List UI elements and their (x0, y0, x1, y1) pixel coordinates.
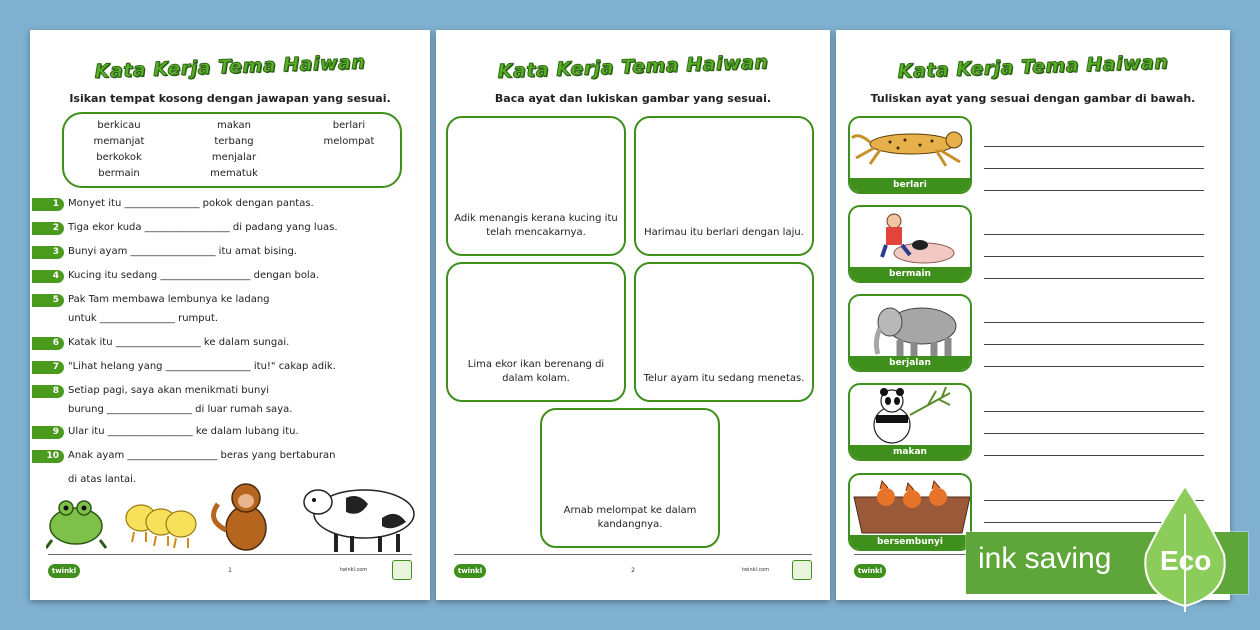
monkey-icon (214, 484, 267, 550)
drawing-box[interactable] (634, 262, 814, 402)
word-bank-item: bermain (98, 168, 140, 179)
writing-line[interactable] (984, 455, 1204, 456)
question-text-continued: di atas lantai. (68, 474, 137, 485)
picture-card (848, 473, 972, 551)
question-row (30, 246, 430, 264)
writing-line[interactable] (984, 190, 1204, 191)
word-bank-item: terbang (214, 136, 254, 147)
word-bank-item: berlari (332, 120, 366, 131)
question-number: 6 (32, 337, 64, 350)
cow-icon (304, 490, 414, 552)
picture-label: bersembunyi (850, 535, 970, 549)
word-bank-item: makan (217, 120, 251, 131)
question-row (30, 270, 430, 288)
word-bank-item: menjalar (211, 152, 257, 163)
writing-line[interactable] (984, 322, 1204, 323)
word-bank-item: memanjat (93, 136, 145, 147)
cheetah-icon (850, 118, 972, 182)
worksheet-page-1 (30, 30, 430, 600)
word-bank-item: berkokok (96, 152, 142, 163)
site-url[interactable]: twinkl.com (742, 567, 770, 573)
eco-badge-icon (792, 560, 812, 580)
drawing-box[interactable] (634, 116, 814, 256)
writing-line[interactable] (984, 234, 1204, 235)
question-row (30, 426, 430, 444)
panda-icon (850, 385, 972, 449)
drawing-caption: Telur ayam itu sedang menetas. (643, 373, 805, 384)
question-number: 2 (32, 222, 64, 235)
picture-card (848, 116, 972, 194)
page-number: 2 (631, 567, 635, 574)
page-title: Kata Kerja Tema Haiwan (94, 51, 366, 83)
animals-illustration (46, 468, 426, 554)
page-instruction: Tuliskan ayat yang sesuai dengan gambar di bawah. (870, 92, 1196, 105)
twinkl-logo: twinkl (454, 564, 486, 578)
word-bank (62, 112, 402, 188)
drawing-caption: Adik menangis kerana kucing itu telah mencakarnya. (454, 213, 618, 238)
question-text: Pak Tam membawa lembunya ke ladang (68, 294, 270, 305)
elephant-icon (850, 296, 972, 360)
foxes-icon (850, 475, 972, 539)
drawing-box[interactable] (446, 262, 626, 402)
question-text: Bunyi ayam _________________ itu amat bising. (68, 246, 297, 257)
drawing-caption: Arnab melompat ke dalam kandangnya. (563, 505, 697, 530)
question-text: "Lihat helang yang _________________ itu!" cakap adik. (68, 361, 336, 372)
drawing-caption: Lima ekor ikan berenang di dalam kolam. (467, 359, 605, 384)
question-number: 10 (32, 450, 64, 463)
writing-line[interactable] (984, 256, 1204, 257)
picture-label: berjalan (850, 356, 970, 370)
question-text-continued: burung _________________ di luar rumah saya. (68, 404, 293, 415)
eco-badge-icon (392, 560, 412, 580)
picture-card (848, 205, 972, 283)
writing-line[interactable] (984, 146, 1204, 147)
writing-line[interactable] (984, 278, 1204, 279)
question-row (30, 222, 430, 240)
writing-line[interactable] (984, 411, 1204, 412)
picture-label: makan (850, 445, 970, 459)
word-bank-item: mematuk (210, 168, 258, 179)
footer-divider (48, 554, 412, 555)
footer-divider (454, 554, 812, 555)
picture-label: bermain (850, 267, 970, 281)
question-number: 7 (32, 361, 64, 374)
page-number: 1 (228, 567, 232, 574)
question-text: Anak ayam __________________ beras yang bertaburan (68, 450, 336, 461)
question-text: Kucing itu sedang __________________ dengan bola. (68, 270, 320, 281)
word-bank-item: berkicau (97, 120, 141, 131)
question-text-continued: untuk _______________ rumput. (68, 313, 219, 324)
twinkl-logo: twinkl (854, 564, 886, 578)
frog-icon (46, 501, 106, 548)
chicks-icon (126, 505, 196, 548)
question-number: 9 (32, 426, 64, 439)
question-number: 1 (32, 198, 64, 211)
page-title: Kata Kerja Tema Haiwan (497, 51, 769, 83)
question-text: Monyet itu _______________ pokok dengan pantas. (68, 198, 314, 209)
question-text: Tiga ekor kuda _________________ di padang yang luas. (68, 222, 338, 233)
page-instruction: Isikan tempat kosong dengan jawapan yang sesuai. (69, 92, 391, 105)
question-text: Ular itu _________________ ke dalam lubang itu. (68, 426, 299, 437)
question-number: 3 (32, 246, 64, 259)
drawing-box[interactable] (540, 408, 720, 548)
question-number: 4 (32, 270, 64, 283)
question-row (30, 294, 430, 334)
eco-label: Eco (1160, 545, 1212, 576)
question-row (30, 337, 430, 355)
worksheet-page-2 (436, 30, 830, 600)
question-row (30, 361, 430, 379)
question-number: 5 (32, 294, 64, 307)
writing-line[interactable] (984, 344, 1204, 345)
ink-saving-label: ink saving (978, 542, 1112, 575)
page-title: Kata Kerja Tema Haiwan (897, 51, 1169, 83)
picture-label: berlari (850, 178, 970, 192)
writing-line[interactable] (984, 366, 1204, 367)
picture-card (848, 294, 972, 372)
question-text: Katak itu _________________ ke dalam sungai. (68, 337, 290, 348)
question-text: Setiap pagi, saya akan menikmati bunyi (68, 385, 270, 396)
site-url[interactable]: twinkl.com (340, 567, 368, 573)
question-row (30, 198, 430, 216)
question-row (30, 385, 430, 425)
question-number: 8 (32, 385, 64, 398)
writing-line[interactable] (984, 168, 1204, 169)
word-bank-item: melompat (323, 136, 375, 147)
drawing-box[interactable] (446, 116, 626, 256)
drawing-caption: Harimau itu berlari dengan laju. (644, 227, 804, 238)
twinkl-logo: twinkl (48, 564, 80, 578)
picture-card (848, 383, 972, 461)
writing-line[interactable] (984, 433, 1204, 434)
page-instruction: Baca ayat dan lukiskan gambar yang sesuai. (494, 92, 772, 105)
boy-playing-icon (850, 207, 972, 271)
